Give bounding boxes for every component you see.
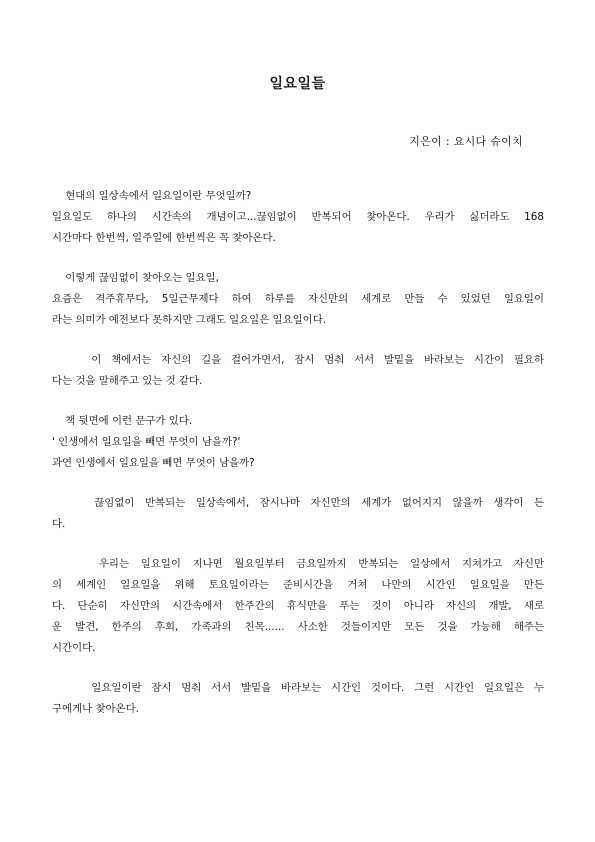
text-line: 이 책에서는 자신의 길을 걸어가면서, 잠시 멈춰 서서 발밑을 바라보는 시간이 필요하 [52,354,544,366]
text-line: 이렇게 끊임없이 찾아오는 일요일, [52,272,219,284]
paragraph [52,493,544,535]
text-line: ' 인생에서 일요일을 빼면 무엇이 남을까?' [52,436,241,448]
text-line: 다. [52,518,66,530]
text-line: 과연 인생에서 일요일을 빼면 무엇이 남을까? [52,457,255,469]
text-line: 라는 의미가 예전보다 못하지만 그래도 일요일은 일요일이다. [52,314,327,326]
paragraph [52,350,544,392]
text-line: 시간마다 한번씩, 일주일에 한번씩은 꼭 찾아온다. [52,232,276,244]
text-line: 끊임없이 반복되는 일상속에서, 잠시나마 자신만의 세계가 없어지지 않을까 생각이 든 [52,497,544,509]
text-line: 다는 것을 말해주고 있는 것 같다. [52,375,203,387]
text-line: 일요일도 하나의 시간속의 개념이고...끊임없이 반복되어 찾아온다. 우리가 싫더라도 168 [52,211,544,223]
paragraph [52,554,544,659]
text-line: 요즘은 격주휴무다, 5일근무제다 하여 하루를 자신만의 세계로 만들 수 있었던 일요일이 [52,293,544,305]
text-line: 일요일이란 잠시 멈춰 서서 발밑을 바라보는 시간인 것이다. 그런 시간인 일요일은 누 [52,682,544,694]
document-author: 지은이 : 요시다 슈이치 [409,135,523,148]
text-line: 다. 단순히 자신만의 시간속에서 한주간의 휴식만을 푸는 것이 아니라 자신의 개발, 새로 [52,600,544,612]
text-line: 현대의 일상속에서 일요일이란 무엇일까? [52,190,252,202]
document-body [52,186,544,739]
paragraph [52,186,544,249]
paragraph [52,411,544,474]
text-line: 구에게나 찾아온다. [52,703,139,715]
document-title: 일요일들 [269,76,326,92]
text-line: 운 발견, 한주의 후회, 가족과의 친목...... 사소한 것들이지만 모든 것을 가능해 해주는 [52,621,544,633]
paragraph [52,268,544,331]
paragraph [52,678,544,720]
text-line: 우리는 일요일이 지나면 월요일부터 금요일까지 반복되는 일상에서 지쳐가고 자신만 [52,558,544,570]
text-line: 의 세계인 일요일을 위해 토요일이라는 준비시간을 거쳐 나만의 시간인 일요일을 만든 [52,579,544,591]
text-line: 시간이다. [52,642,96,654]
text-line: 책 뒷면에 이런 문구가 있다. [52,415,193,427]
